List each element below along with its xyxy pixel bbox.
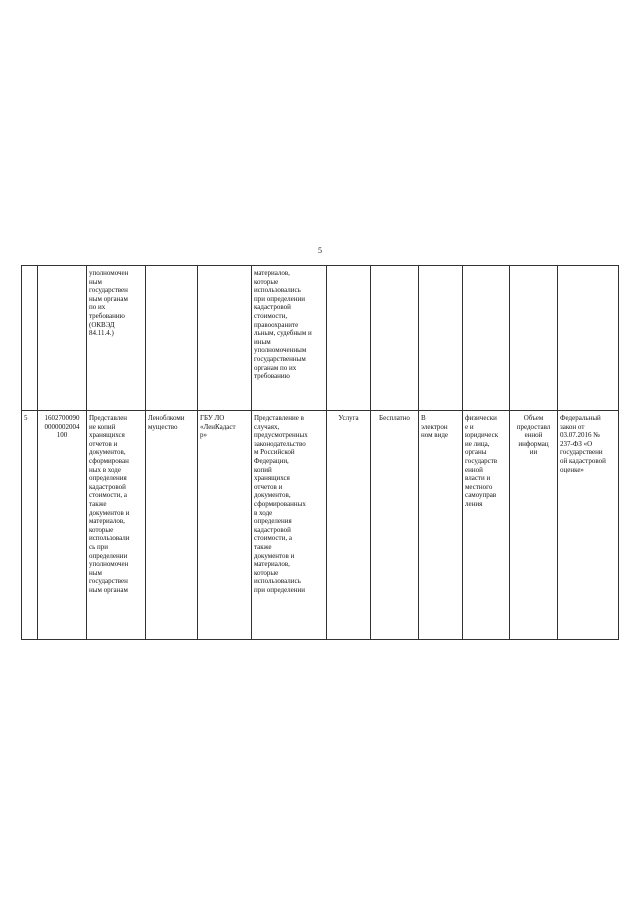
table-row-continuation (22, 266, 619, 411)
cell-description: материалов, которые использовались при определении кадастровой стоимости, правоохраните льным, судебным и иным уполномоченным государственным органам по их требованию (252, 266, 327, 411)
cell-institution: ГБУ ЛО «ЛенКадаст р» (198, 411, 252, 640)
cell-authority: Леноблкоми мущество (146, 411, 198, 640)
page-number: 5 (318, 246, 322, 255)
cell-legal-basis: Федеральный закон от 03.07.2016 № 237-ФЗ «О государствени ой кадастровой оценке» (558, 411, 619, 640)
cell-number (22, 266, 38, 411)
cell-authority (146, 266, 198, 411)
cell-consumers (463, 266, 510, 411)
table-row-5 (22, 411, 619, 640)
cell-indicator: Объем предоставл енной информац ии (510, 411, 558, 640)
cell-consumers: физически е и юридическ ие лица, органы государств енной власти и местного самоуправ ления (463, 411, 510, 640)
cell-number: 5 (22, 411, 38, 640)
cell-service-name: уполномочен ным государствен ным органам по их требованию (ОКВЭД 84.11.4.) (87, 266, 146, 411)
services-table (21, 265, 619, 640)
cell-type: Услуга (327, 411, 371, 640)
cell-form: В электрон ном виде (419, 411, 463, 640)
cell-type (327, 266, 371, 411)
cell-form (419, 266, 463, 411)
cell-description: Представление в случаях, предусмотренных законодательство м Российской Федерации, копий хранящихся отчетов и документов, сформированных в ходе определения кадастровой стоимости, а также документов и материалов, которые использовались при определении (252, 411, 327, 640)
cell-code (38, 266, 87, 411)
cell-payment (371, 266, 419, 411)
cell-legal-basis (558, 266, 619, 411)
cell-code: 1602700090 0000002004 100 (38, 411, 87, 640)
cell-indicator (510, 266, 558, 411)
cell-payment: Бесплатно (371, 411, 419, 640)
cell-institution (198, 266, 252, 411)
cell-service-name: Представлен ие копий хранящихся отчетов и документов, сформирован ных в ходе определения кадастровой стоимости, а также документов и материалов, которые использовали сь при определении уполномочен ным государствен ным органам (87, 411, 146, 640)
